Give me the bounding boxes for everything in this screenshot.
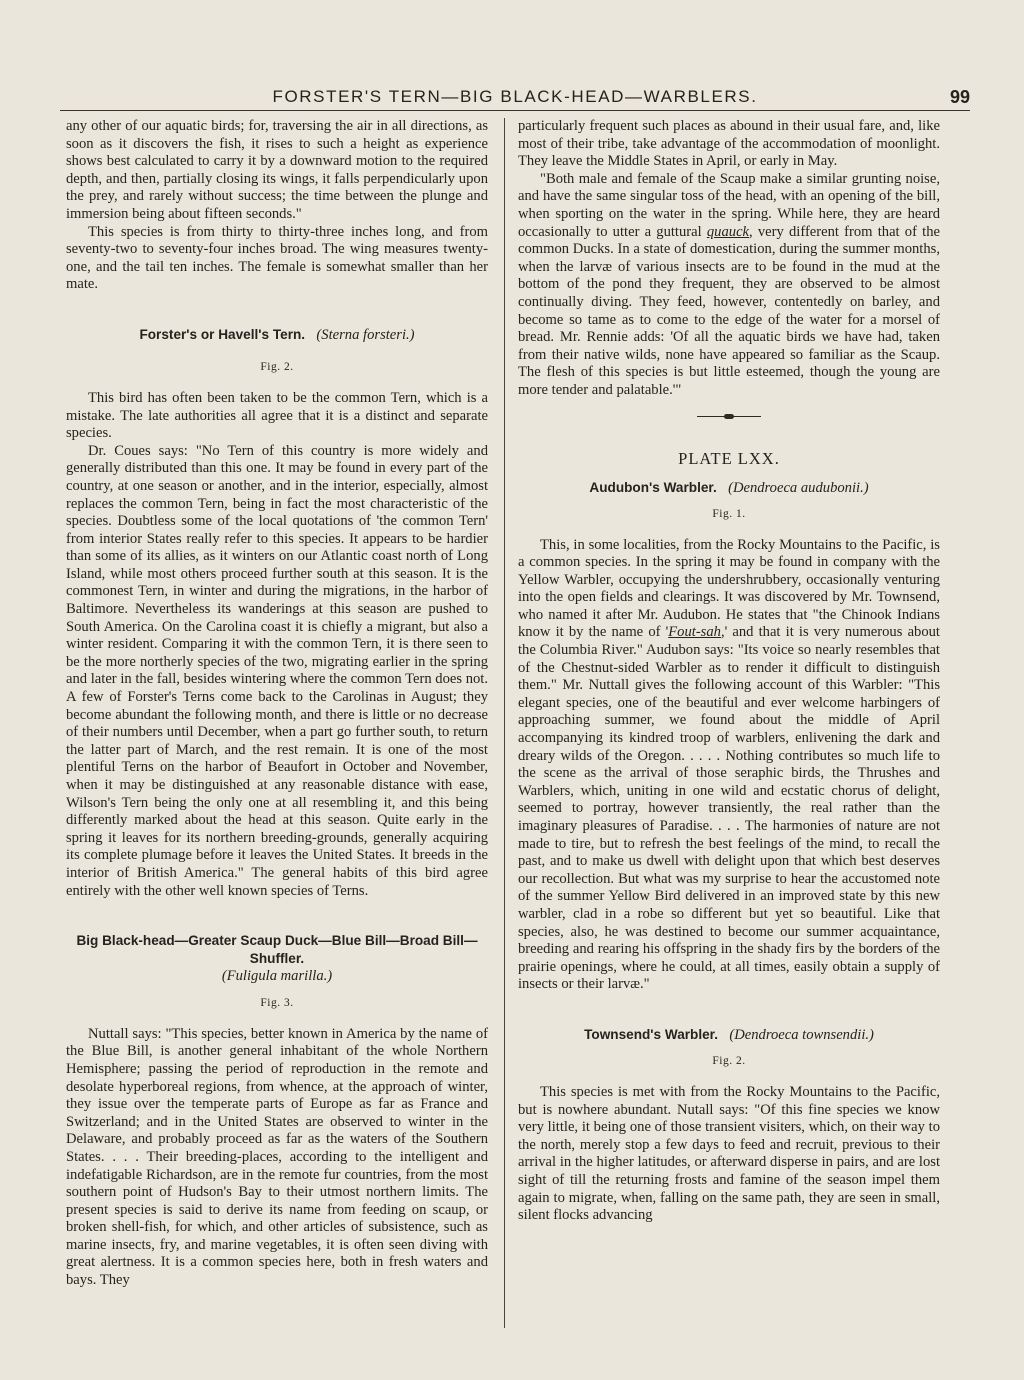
left-column <box>66 118 488 1290</box>
header-rule <box>60 110 970 111</box>
paragraph: This species is from thirty to thirty-three inches long, and from seventy-two to seventy-four inches broad. The wing measures twenty-one, and the tail ten inches. The female is somewhat smaller than her mate. <box>66 223 488 293</box>
paragraph: particularly frequent such places as abound in their usual fare, and, like most of their tribe, take advantage of the accommodation of moonlight. They leave the Middle States in April, or early in May. <box>518 118 940 170</box>
page-title: FORSTER'S TERN—BIG BLACK-HEAD—WARBLERS. <box>272 87 758 106</box>
paragraph: This bird has often been taken to be the common Tern, which is a mistake. The late authorities all agree that it is a distinct and separate species. <box>66 389 488 442</box>
heading-common-name: Townsend's Warbler. <box>584 1026 718 1042</box>
paragraph <box>518 171 940 400</box>
figure-label: Fig. 2. <box>712 1054 746 1067</box>
running-head <box>60 86 970 110</box>
heading-common-name: Audubon's Warbler. <box>589 479 717 495</box>
heading-common-name: Forster's or Havell's Tern. <box>139 326 306 342</box>
section-heading-scaup: Big Black-head—Greater Scaup Duck—Blue Bill—Broad Bill—Shuffler. <box>76 933 478 967</box>
paragraph: This species is met with from the Rocky Mountains to the Pacific, but is nowhere abundant. Nutall says: "Of this fine species we know very little, it being one of those transient visiters, which, on their way to the north, merely stop a few days to feed and recruit, previous to their arrival in the higher latitudes, or afterward disperse in pairs, and are lost sight of till the returning frosts and famine of the season impel them again to migrate, when, falling on the same path, they are seen in small, silent flocks advancing <box>518 1083 940 1224</box>
heading-latin-name: (Fuligula marilla.) <box>221 968 333 985</box>
text-run: , very different from that of the common Ducks. In a state of domestication, during the summer months, when the larvæ of various insects are to be found in the mud at the bottom of the pond they frequent, they are observed to be almost continually diving. They feed, however, contentedly on barley, and become so tame as to come to the edge of the water for a morsel of bread. Mr. Rennie adds: 'Of all the aquatic birds we have had, taken from their native wilds, none have appeared so familiar as the Scaup. The flesh of this species is but little esteemed, though the young are more tender and palatable.'" <box>518 223 940 398</box>
text-run: "Both male and female of the Scaup make a similar grunting noise, and have the same singular toss of the head, with an opening of the bill, when sporting on the water in the spring. While here, they are heard occasionally to utter a guttural <box>518 170 940 240</box>
right-column <box>518 118 940 1225</box>
plate-heading: PLATE LXX. <box>678 448 780 468</box>
page-number: 99 <box>949 87 970 107</box>
paragraph: Dr. Coues says: "No Tern of this country is more widely and generally distributed than this one. It may be found in every part of the country, at one season or another, and in the interior, especially, almost replaces the common Tern, being in fact the most characteristic of the species. Doubtless some of the local quotations of 'the common Tern' from interior States really refer to this species. It appears to be hardier than some of its allies, as it winters on our Atlantic coast north of Long Island, while most others proceed further south at this season. It is the commonest Tern, in winter and during the migrations, in the harbor of Baltimore. Nevertheless its wanderings at this season are pushed to South America. On the Carolina coast it is chiefly a migrant, but also a winter resident. Comparing it with the common Tern, it is there seen to be the more northerly species of the two, migrating earlier in the spring and later in the fall, besides wintering where the common Tern does not. A few of Forster's Terns come back to the Carolinas in August; they become abundant the following month, and there is little or no decrease of their numbers until December, when a part go further south, to return the latter part of March, and the rest remain. It is one of the most plentiful Terns on the harbor of Beaufort in October and November, when it may be distinguished at any reasonable distance with ease, Wilson's Tern being the only one at all resembling it, and this being differently marked about the head at this season. Quite early in the spring it leaves for its northern breeding-grounds, generally acquiring its complete plumage before it leaves the United States. It breeds in the interior of British America." The general habits of this bird agree entirely with the other well known species of Terns. <box>66 442 488 899</box>
heading-latin-name: (Dendroeca audubonii.) <box>728 479 869 496</box>
ornament-divider <box>697 416 761 417</box>
paragraph: Nuttall says: "This species, better known in America by the name of the Blue Bill, is another general inhabitant of the whole Northern Hemisphere; passing the period of reproduction in the remote and desolate hyperboreal regions, from whence, at the approach of winter, they issue over the temperate parts of Europe as far as France and Switzerland; and in the United States are observed to winter in the Delaware, and probably proceed as far as the waters of the Southern States. . . . Their breeding-places, according to the intelligent and indefatigable Richardson, are in the remote fur countries, from the most southern point of Hudson's Bay to their utmost northern limits. The present species is said to derive its name from feeding on scaup, or broken shell-fish, for which, and other articles of subsistence, such as marine insects, fry, and marine vegetables, it is often seen diving with great alertness. It is a common species here, both in fresh waters and bays. They <box>66 1025 488 1289</box>
heading-latin-name: (Dendroeca townsendii.) <box>729 1026 874 1043</box>
figure-label: Fig. 1. <box>712 507 746 520</box>
paragraph: any other of our aquatic birds; for, traversing the air in all directions, as soon as it discovers the fish, it rises to such a height as experience shows best calculated to carry it by a downward motion to the required depth, and then, partially closing its wings, it falls perpendicularly upon the prey, and rarely without success; the time between the plunge and immersion being about fifteen seconds." <box>66 118 488 222</box>
text-run: This, in some localities, from the Rocky Mountains to the Pacific, is a common species. In the spring it may be found in company with the Yellow Warbler, occupying the undershrubbery, occasionally venturing into the open fields and clearings. It was discovered by Mr. Townsend, who named it after Mr. Audubon. He states that "the Chinook Indians know it by the name of ' <box>518 536 940 641</box>
section-heading-forster <box>66 326 488 344</box>
column-divider <box>504 118 505 1328</box>
figure-label: Fig. 3. <box>260 996 294 1009</box>
figure-label: Fig. 2. <box>260 360 294 373</box>
heading-latin-name: (Sterna forsteri.) <box>316 326 415 343</box>
section-heading-audubon <box>518 479 940 497</box>
emphasized-word: Fout-sah <box>668 624 721 641</box>
text-run: ,' and that it is very numerous about the Columbia River." Audubon says: "Its voice so nearly resembles that of the Chestnut-sided Warbler as to render it difficult to distinguish them." Mr. Nuttall gives the following account of this Warbler: "This elegant species, one of the beautiful and ever welcome harbingers of approaching summer, we found about the middle of April accompanying its kindred troop of warblers, enlivening the dark and dreary wilds of the Oregon. . . . . Nothing contributes so much life to the scene as the arrival of those seraphic birds, the Thrushes and Warblers, which, uniting in one wild and ecstatic chorus of delight, seemed to portray, however transiently, the real rather than the imaginary pleasures of Paradise. . . . The harmonies of nature are not made to tire, but to refresh the best feelings of the mind, to recall the past, and to make us dwell with delight upon that which best deserves our recollection. But what was my surprise to hear the accustomed note of the summer Yellow Bird delivered in an improved state by this new warbler, clad in a robe so different but yet so beautiful. Like that species, also, he was destined to become our summer acquaintance, breeding and rearing his offspring in the shady firs by the borders of the prairie openings, where he could, at all times, easily obtain a supply of insects or their larvæ." <box>518 624 940 993</box>
section-heading-townsend <box>518 1026 940 1044</box>
emphasized-word: quauck <box>706 223 750 240</box>
paragraph <box>518 537 940 994</box>
